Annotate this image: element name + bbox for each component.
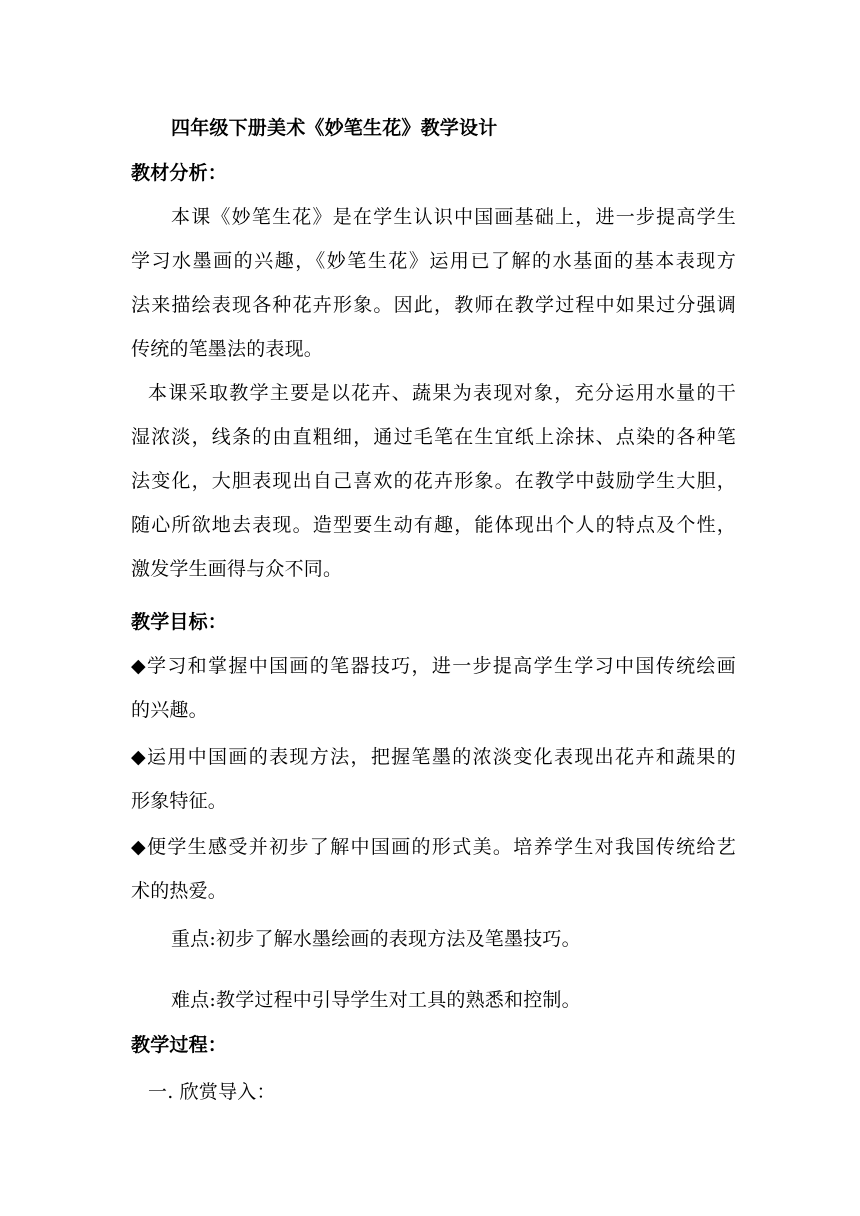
difficulty-point: 难点:教学过程中引导学生对工具的熟悉和控制。 [171,989,581,1011]
goals-heading: 教学目标： [131,611,228,633]
process-step-1: 一. 欣赏导入： [148,1081,276,1103]
key-point: 重点:初步了解水墨绘画的表现方法及笔墨技巧。 [171,928,581,950]
goal-item-1-line-1: ◆学习和掌握中国画的笔器技巧，进一步提高学生学习中国传统绘画 [131,655,736,677]
analysis-paragraph-2-line-3: 法变化，大胆表现出自己喜欢的花卉形象。在教学中鼓励学生大胆， [131,470,736,492]
process-heading: 教学过程： [131,1034,228,1056]
analysis-paragraph-2-line-1: 本课采取教学主要是以花卉、蔬果为表现对象，充分运用水量的干 [148,382,736,404]
analysis-paragraph-2-line-2: 湿浓淡，线条的由直粗细，通过毛笔在生宜纸上涂抹、点染的各种笔 [131,426,736,448]
analysis-paragraph-2-line-4: 随心所欲地去表现。造型要生动有趣，能体现出个人的特点及个性， [131,514,736,536]
analysis-paragraph-1-line-4: 传统的笔墨法的表现。 [131,338,324,360]
analysis-paragraph-1-line-3: 法来描绘表现各种花卉形象。因此，教师在教学过程中如果过分强调 [131,294,736,316]
goal-item-2-line-2: 形象特征。 [131,790,228,812]
goal-item-3-line-2: 术的热爱。 [131,880,228,902]
analysis-heading: 教材分析： [131,162,228,184]
analysis-paragraph-2-line-5: 激发学生画得与众不同。 [131,558,343,580]
goal-item-2-line-1: ◆运用中国画的表现方法，把握笔墨的浓淡变化表现出花卉和蔬果的 [131,746,736,768]
goal-item-1-line-2: 的兴趣。 [131,699,208,721]
document-title: 四年级下册美术《妙笔生花》教学设计 [171,117,498,139]
analysis-paragraph-1-line-1: 本课《妙笔生花》是在学生认识中国画基础上，进一步提高学生 [171,206,736,228]
goal-item-3-line-1: ◆便学生感受并初步了解中国画的形式美。培养学生对我国传统给艺 [131,836,736,858]
analysis-paragraph-1-line-2: 学习水墨画的兴趣，《妙笔生花》运用已了解的水基面的基本表现方 [131,250,736,272]
